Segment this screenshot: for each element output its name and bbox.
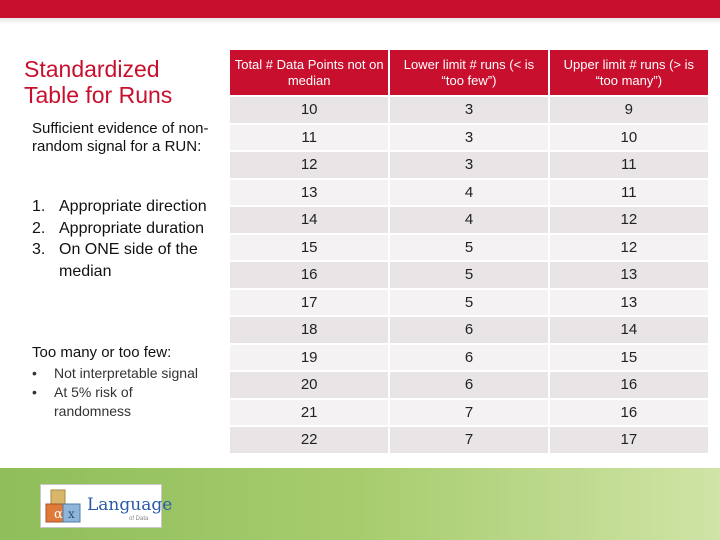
top-bar-shadow (0, 18, 720, 24)
cell-total: 22 (230, 426, 389, 453)
bullet-icon: • (32, 384, 37, 400)
criteria-item (32, 239, 222, 282)
top-accent-bar (0, 0, 720, 18)
table-row (230, 234, 708, 262)
bullet-icon: • (32, 365, 37, 381)
header-lower-limit: Lower limit # runs (< is “too few”) (389, 50, 548, 96)
cell-lower: 6 (389, 316, 548, 344)
cell-upper: 16 (549, 371, 708, 399)
criteria-number: 3. (32, 241, 46, 258)
table-row (230, 426, 708, 453)
cell-upper: 15 (549, 344, 708, 372)
cell-upper: 11 (549, 179, 708, 207)
criteria-item (32, 218, 222, 240)
cell-lower: 7 (389, 399, 548, 427)
cell-lower: 4 (389, 206, 548, 234)
bullet-item (32, 383, 212, 421)
table-row (230, 289, 708, 317)
table-row (230, 96, 708, 124)
cell-upper: 10 (549, 124, 708, 152)
cell-lower: 3 (389, 151, 548, 179)
cell-total: 15 (230, 234, 389, 262)
bullet-text: Not interpretable signal (54, 365, 198, 381)
too-many-heading: Too many or too few: (32, 344, 172, 361)
cell-upper: 12 (549, 206, 708, 234)
runs-table (230, 50, 708, 453)
cell-upper: 16 (549, 399, 708, 427)
cell-upper: 12 (549, 234, 708, 262)
cell-upper: 14 (549, 316, 708, 344)
svg-text:x: x (68, 507, 75, 521)
cell-upper: 9 (549, 96, 708, 124)
bullet-item (32, 364, 212, 383)
table-row (230, 399, 708, 427)
cell-total: 16 (230, 261, 389, 289)
table-row (230, 179, 708, 207)
cell-lower: 6 (389, 344, 548, 372)
criteria-list (32, 196, 222, 282)
cell-total: 10 (230, 96, 389, 124)
cell-total: 13 (230, 179, 389, 207)
table-row (230, 371, 708, 399)
criteria-number: 1. (32, 198, 46, 215)
criteria-item (32, 196, 222, 218)
criteria-text: Appropriate duration (59, 219, 204, 237)
language-of-data-logo (40, 484, 173, 528)
bullet-text: At 5% risk of randomness (54, 384, 133, 419)
cell-lower: 3 (389, 124, 548, 152)
criteria-text: On ONE side of the median (59, 241, 198, 280)
cell-upper: 13 (549, 261, 708, 289)
cell-total: 19 (230, 344, 389, 372)
cell-total: 21 (230, 399, 389, 427)
cell-lower: 6 (389, 371, 548, 399)
cell-total: 11 (230, 124, 389, 152)
header-total-points: Total # Data Points not on median (230, 50, 389, 96)
alphabet-blocks-icon (45, 488, 81, 524)
cell-upper: 11 (549, 151, 708, 179)
cell-total: 17 (230, 289, 389, 317)
table-row (230, 124, 708, 152)
criteria-text: Appropriate direction (59, 198, 207, 215)
criteria-number: 2. (32, 219, 46, 237)
cell-upper: 13 (549, 289, 708, 317)
table-row (230, 261, 708, 289)
table-row (230, 316, 708, 344)
svg-text:α: α (54, 507, 63, 522)
slide-title: Standardized Table for Runs (24, 56, 173, 108)
cell-lower: 7 (389, 426, 548, 453)
cell-lower: 5 (389, 289, 548, 317)
too-many-bullets (32, 364, 212, 421)
table-row (230, 206, 708, 234)
logo-subtext: of Data (129, 516, 149, 522)
cell-lower: 5 (389, 234, 548, 262)
cell-lower: 5 (389, 261, 548, 289)
intro-text: Sufficient evidence of non-random signal for a RUN: (32, 120, 209, 155)
cell-lower: 3 (389, 96, 548, 124)
cell-lower: 4 (389, 179, 548, 207)
table-header-row (230, 50, 708, 96)
table-row (230, 151, 708, 179)
table-row (230, 344, 708, 372)
header-upper-limit: Upper limit # runs (> is “too many”) (549, 50, 708, 96)
cell-total: 12 (230, 151, 389, 179)
cell-total: 18 (230, 316, 389, 344)
cell-upper: 17 (549, 426, 708, 453)
cell-total: 14 (230, 206, 389, 234)
cell-total: 20 (230, 371, 389, 399)
logo-text: Language (87, 495, 173, 515)
